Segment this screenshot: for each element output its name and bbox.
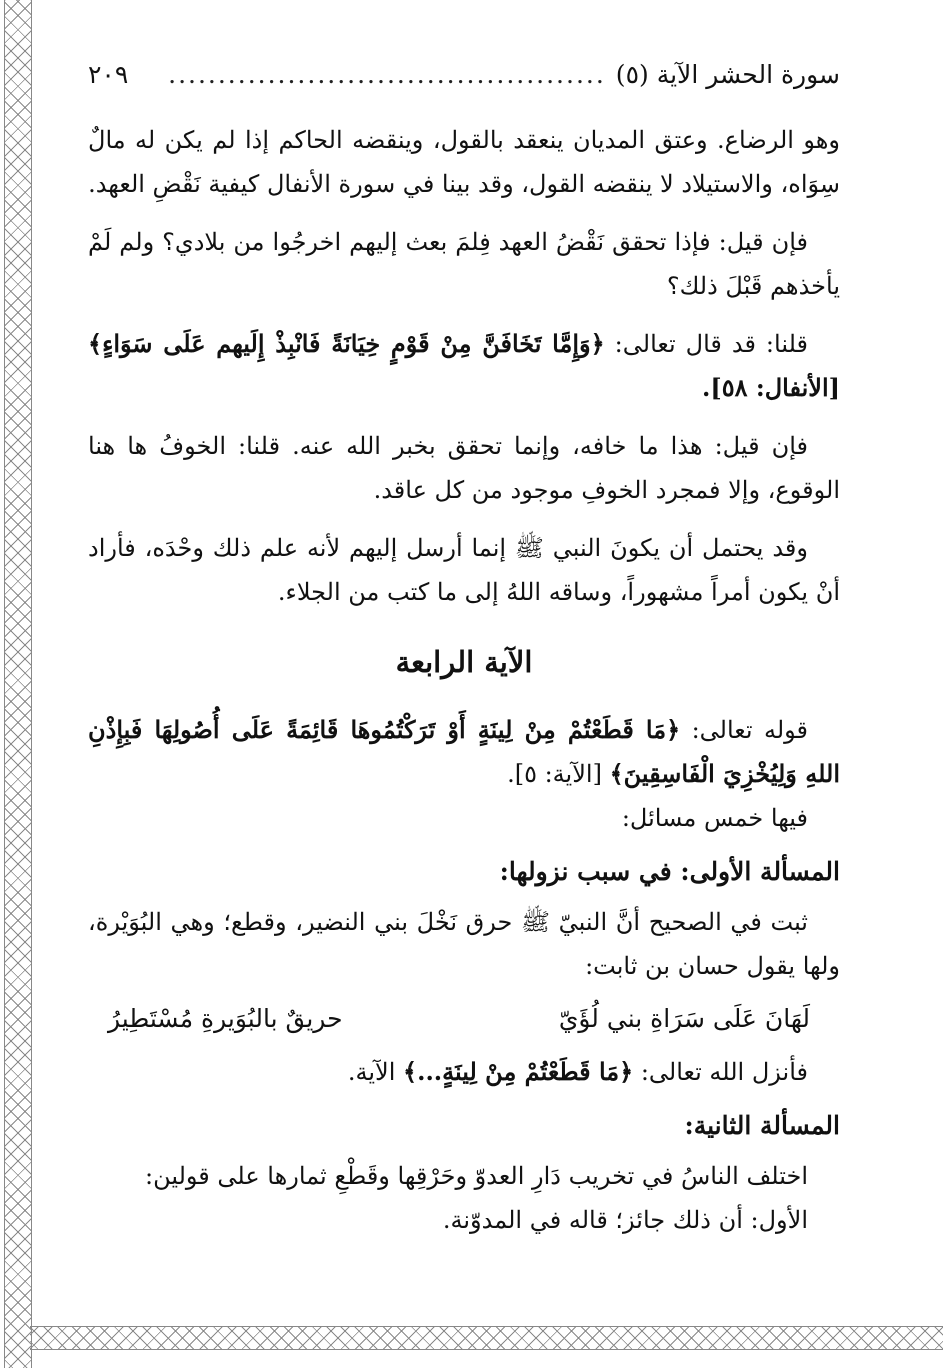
issue-1-heading: المسألة الأولى: في سبب نزولها: — [499, 857, 840, 886]
issue-2-first-opinion: الأول: أن ذلك جائز؛ قاله في المدوّنة. — [442, 1206, 808, 1234]
issue-1-text: ثبت في الصحيح أنَّ النبيّ ﷺ حرق نَخْلَ بني النضير، وقطع؛ وهي البُوَيْرة، ولها يقول حسان بن ثابت: — [88, 908, 840, 980]
header-dots: ............................................ — [168, 60, 606, 89]
book-page — [88, 60, 840, 1320]
conclusion-suffix: الآية. — [347, 1058, 404, 1086]
issues-intro: فيها خمس مسائل: — [621, 804, 808, 832]
paragraph-3-prefix: قلنا: قد قال تعالى: — [604, 330, 808, 358]
issue-1-conclusion — [88, 1050, 840, 1094]
paragraph-2: فإن قيل: فإذا تحقق نَقْضُ العهد فِلمَ بعث إليهم اخرجُوا من بلادي؟ ولم لَمْ يأخذهم قَبْلَ ذلك؟ — [88, 228, 840, 300]
left-ornamental-border — [4, 0, 32, 1368]
ayah-paragraph — [88, 708, 840, 796]
section-title: الآية الرابعة — [395, 645, 533, 679]
ayah-reference: [الآية: ٥]. — [507, 760, 610, 788]
verse-first-hemistich: لَهَانَ عَلَى سَرَاةِ بني لُؤَيّ — [558, 1004, 810, 1033]
quran-reference-anfal: [الأنفال: ٥٨]. — [702, 373, 840, 402]
paragraph-4: فإن قيل: هذا ما خافه، وإنما تحقق بخبر الله عنه. قلنا: الخوفُ ها هنا الوقوع، وإلا فمجرد الخوفِ موجود من كل عاقد. — [88, 432, 840, 504]
paragraph-3 — [88, 322, 840, 410]
poetry-verse — [88, 990, 840, 1048]
paragraph-1: وهو الرضاع. وعتق المديان ينعقد بالقول، وينقضه الحاكم إذا لم يكن له مالٌ سِوَاه، والاستيلاد لا ينقضه القول، وقد بينا في سورة الأنفال كيفية نَقْضِ العهد. — [88, 126, 840, 198]
issue-2-heading: المسألة الثانية: — [684, 1111, 840, 1140]
quran-ayah: ﴿مَا قَطَعْتُمْ مِنْ لِينَةٍ أَوْ تَرَكْتُمُوهَا قَائِمَةً عَلَى أُصُولِهَا فَبِإِذْنِ اللهِ وَلِيُخْزِيَ الْفَاسِقِينَ﴾ — [88, 715, 840, 788]
quran-quote-anfal: ﴿وَإِمَّا تَخَافَنَّ مِنْ قَوْمٍ خِيَانَةً فَانْبِذْ إِلَيهم عَلَى سَوَاءٍ﴾ — [88, 329, 605, 358]
header-title: سورة الحشر الآية (٥) — [615, 60, 840, 89]
verse-second-hemistich: حريقٌ بالبُوَيرةِ مُسْتَطِيرُ — [108, 1004, 343, 1033]
quran-quote-short: ﴿مَا قَطَعْتُمْ مِنْ لِينَةٍ...﴾ — [403, 1057, 634, 1086]
ayah-prefix: قوله تعالى: — [680, 716, 808, 744]
running-header — [88, 60, 840, 110]
conclusion-prefix: فأنزل الله تعالى: — [633, 1058, 808, 1086]
page-number: ٢٠٩ — [88, 60, 129, 89]
bottom-ornamental-border — [30, 1326, 943, 1350]
issue-2-text: اختلف الناسُ في تخريب دَارِ العدوّ وحَرْقِها وقَطْعِ ثمارها على قولين: — [145, 1162, 808, 1190]
paragraph-5: وقد يحتمل أن يكونَ النبي ﷺ إنما أرسل إليهم لأنه علم ذلك وحْدَه، فأراد أنْ يكون أمراً مشهوراً، وساقه اللهُ إلى ما كتب من الجلاء. — [88, 534, 840, 606]
